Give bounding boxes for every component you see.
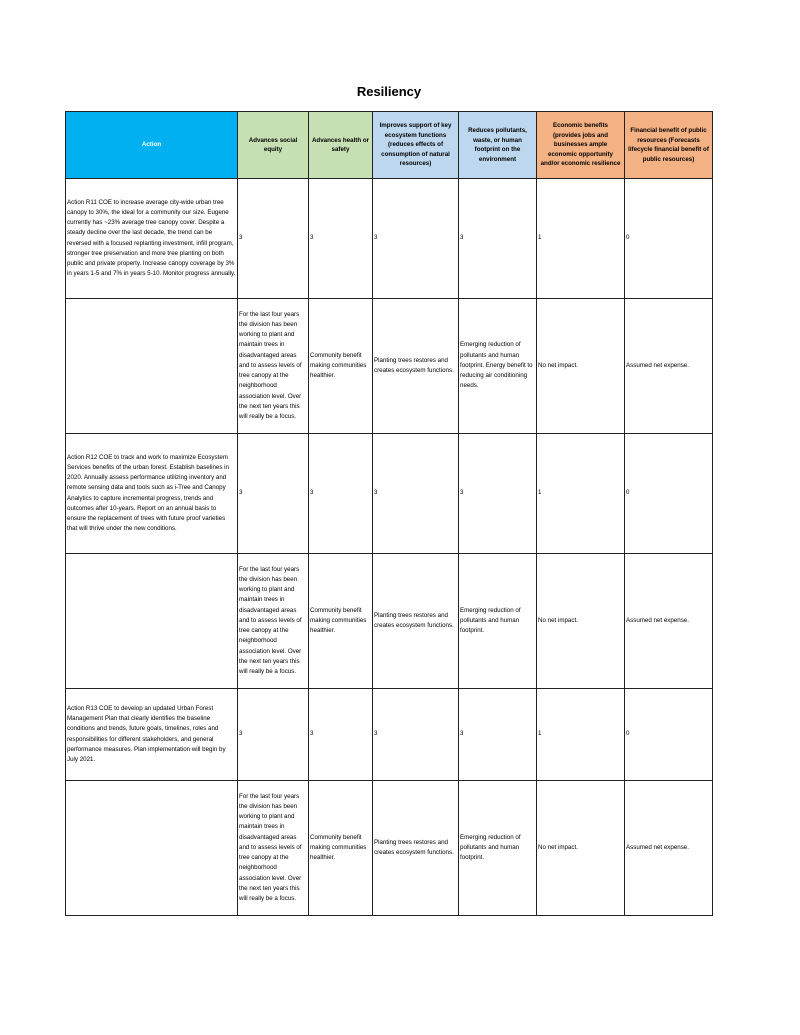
cell-economic: No net impact. bbox=[537, 781, 625, 916]
header-ecosystem: Improves support of key ecosystem functions (reduces effects of consumption of natural resources) bbox=[373, 112, 459, 179]
cell-action bbox=[66, 299, 238, 434]
header-row bbox=[66, 112, 713, 179]
table-row-r12-notes bbox=[66, 554, 713, 689]
cell-social-equity: For the last four years the division has been working to plant and maintain trees in disadvantaged areas and to assess levels of tree canopy at the neighborhood association level. Over the next ten years this will really be a focus. bbox=[238, 781, 309, 916]
cell-social-equity: For the last four years the division has been working to plant and maintain trees in disadvantaged areas and to assess levels of tree canopy at the neighborhood association level. Over the next ten years this will really be a focus. bbox=[238, 299, 309, 434]
cell-health-safety: Community benefit making communities healthier. bbox=[309, 781, 373, 916]
table-row-r12-scores bbox=[66, 434, 713, 554]
cell-ecosystem: 3 bbox=[373, 179, 459, 299]
cell-health-safety: 3 bbox=[309, 179, 373, 299]
header-pollutants: Reduces pollutants, waste, or human footprint on the environment bbox=[459, 112, 537, 179]
cell-economic: No net impact. bbox=[537, 299, 625, 434]
cell-health-safety: Community benefit making communities healthier. bbox=[309, 299, 373, 434]
cell-pollutants: Emerging reduction of pollutants and human footprint. Energy benefit to reducing air conditioning needs. bbox=[459, 299, 537, 434]
header-health-safety: Advances health or safety bbox=[309, 112, 373, 179]
cell-financial: Assumed net expense. bbox=[625, 299, 713, 434]
cell-social-equity: 3 bbox=[238, 434, 309, 554]
cell-health-safety: 3 bbox=[309, 434, 373, 554]
header-economic: Economic benefits (provides jobs and businesses ample economic opportunity and/or economic resilience bbox=[537, 112, 625, 179]
cell-action bbox=[66, 781, 238, 916]
cell-economic: No net impact. bbox=[537, 554, 625, 689]
cell-pollutants: Emerging reduction of pollutants and human footprint. bbox=[459, 781, 537, 916]
table-row-r13-scores bbox=[66, 689, 713, 781]
cell-ecosystem: 3 bbox=[373, 689, 459, 781]
cell-social-equity: For the last four years the division has been working to plant and maintain trees in disadvantaged areas and to assess levels of tree canopy at the neighborhood association level. Over the next ten years this will really be a focus. bbox=[238, 554, 309, 689]
cell-ecosystem: 3 bbox=[373, 434, 459, 554]
header-social-equity: Advances social equity bbox=[238, 112, 309, 179]
cell-social-equity: 3 bbox=[238, 689, 309, 781]
cell-health-safety: 3 bbox=[309, 689, 373, 781]
cell-ecosystem: Planting trees restores and creates ecosystem functions. bbox=[373, 554, 459, 689]
cell-economic: 1 bbox=[537, 689, 625, 781]
table-row-r13-notes bbox=[66, 781, 713, 916]
cell-action: Action R11 COE to increase average city-wide urban tree canopy to 30%, the ideal for a community our size. Eugene currently has ~23% average tree canopy cover. Despite a steady decline over the last decade, the trend can be reversed with a focused replanting investment, infill program, stronger tree preservation and more tree planting on both public and private property. Increase canopy coverage by 3% in years 1-5 and 7% in years 5-10. Monitor progress annually. bbox=[66, 179, 238, 299]
cell-financial: 0 bbox=[625, 179, 713, 299]
header-action: Action bbox=[66, 112, 238, 179]
page-title: Resiliency bbox=[356, 84, 422, 99]
cell-financial: Assumed net expense. bbox=[625, 781, 713, 916]
cell-action: Action R12 COE to track and work to maximize Ecosystem Services benefits of the urban forest. Establish baselines in 2020. Annually assess performance utilizing inventory and remote sensing data and tools such as i-Tree and Canopy Analytics to capture incremental progress, trends and outcomes after 10-years. Report on an annual basis to ensure the replacement of trees with future proof varieties that will thrive under the new conditions. bbox=[66, 434, 238, 554]
cell-action: Action R13 COE to develop an updated Urban Forest Management Plan that clearly identifies the baseline conditions and trends, future goals, timelines, roles and responsibilities for different stakeholders, and general performance measures. Plan implementation will begin by July 2021. bbox=[66, 689, 238, 781]
cell-economic: 1 bbox=[537, 434, 625, 554]
cell-health-safety: Community benefit making communities healthier. bbox=[309, 554, 373, 689]
table-row-r11-notes bbox=[66, 299, 713, 434]
cell-ecosystem: Planting trees restores and creates ecosystem functions. bbox=[373, 781, 459, 916]
cell-ecosystem: Planting trees restores and creates ecosystem functions. bbox=[373, 299, 459, 434]
cell-financial: 0 bbox=[625, 434, 713, 554]
cell-pollutants: 3 bbox=[459, 689, 537, 781]
table-row-r11-scores bbox=[66, 179, 713, 299]
cell-social-equity: 3 bbox=[238, 179, 309, 299]
cell-financial: 0 bbox=[625, 689, 713, 781]
cell-pollutants: Emerging reduction of pollutants and human footprint. bbox=[459, 554, 537, 689]
cell-pollutants: 3 bbox=[459, 179, 537, 299]
resiliency-table bbox=[65, 111, 713, 916]
cell-economic: 1 bbox=[537, 179, 625, 299]
cell-pollutants: 3 bbox=[459, 434, 537, 554]
header-financial: Financial benefit of public resources (Forecasts lifecycle financial benefit of public resources) bbox=[625, 112, 713, 179]
cell-financial: Assumed net expense. bbox=[625, 554, 713, 689]
cell-action bbox=[66, 554, 238, 689]
